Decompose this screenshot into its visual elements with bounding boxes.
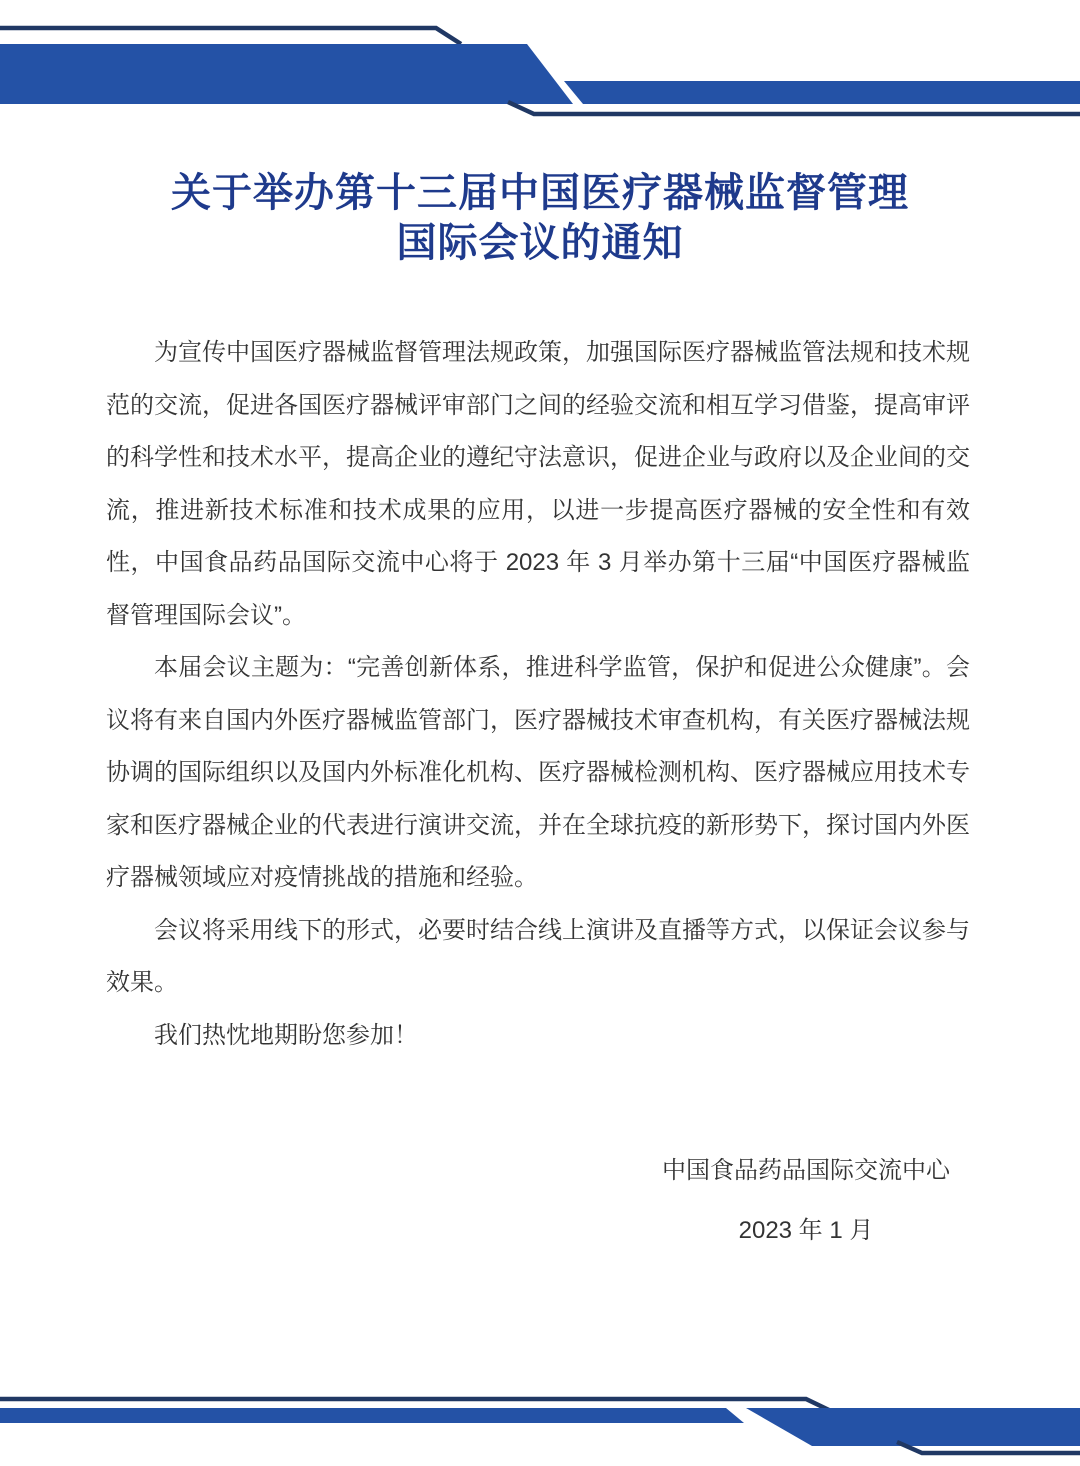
signature-organization: 中国食品药品国际交流中心 <box>662 1157 950 1184</box>
notice-paragraph-2: 本届会议主题为：“完善创新体系，推进科学监管，保护和促进公众健康”。会议将有来自国内外医疗器械监管部门，医疗器械技术审查机构，有关医疗器械法规协调的国际组织以及国内外标准化机构、医疗器械检测机构、医疗器械应用技术专家和医疗器械企业的代表进行演讲交流，并在全球抗疫的新形势下，探讨国内外医疗器械领域应对疫情挑战的措施和经验。 <box>106 654 970 891</box>
top-banner-main-band <box>0 44 573 104</box>
notice-title <box>0 168 1080 268</box>
top-banner-right-band <box>564 81 1080 104</box>
notice-title-line1: 关于举办第十三届中国医疗器械监督管理 <box>171 171 909 215</box>
signature-block <box>662 1141 950 1261</box>
bottom-banner-decoration <box>0 1390 1080 1466</box>
bottom-banner-main-band <box>746 1408 1080 1446</box>
notice-paragraph-4: 我们热忱地期盼您参加！ <box>154 1021 418 1049</box>
top-banner-decoration <box>0 0 1080 130</box>
notice-paragraph-3: 会议将采用线下的形式，必要时结合线上演讲及直播等方式，以保证会议参与效果。 <box>106 916 970 996</box>
notice-paragraph-1: 为宣传中国医疗器械监督管理法规政策，加强国际医疗器械监管法规和技术规范的交流，促进各国医疗器械评审部门之间的经验交流和相互学习借鉴，提高审评的科学性和技术水平，提高企业的遵纪守法意识，促进企业与政府以及企业间的交流，推进新技术标准和技术成果的应用，以进一步提高医疗器械的安全性和有效性，中国食品药品国际交流中心将于 2023 年 3 月举办第十三届“中国医疗器械监督管理国际会议”。 <box>106 339 970 629</box>
top-banner-outline-line <box>0 28 461 44</box>
bottom-banner-left-band <box>0 1408 744 1423</box>
signature-date: 2023 年 1 月 <box>738 1217 874 1244</box>
notice-title-line2: 国际会议的通知 <box>396 221 684 265</box>
notice-body <box>106 327 970 1062</box>
